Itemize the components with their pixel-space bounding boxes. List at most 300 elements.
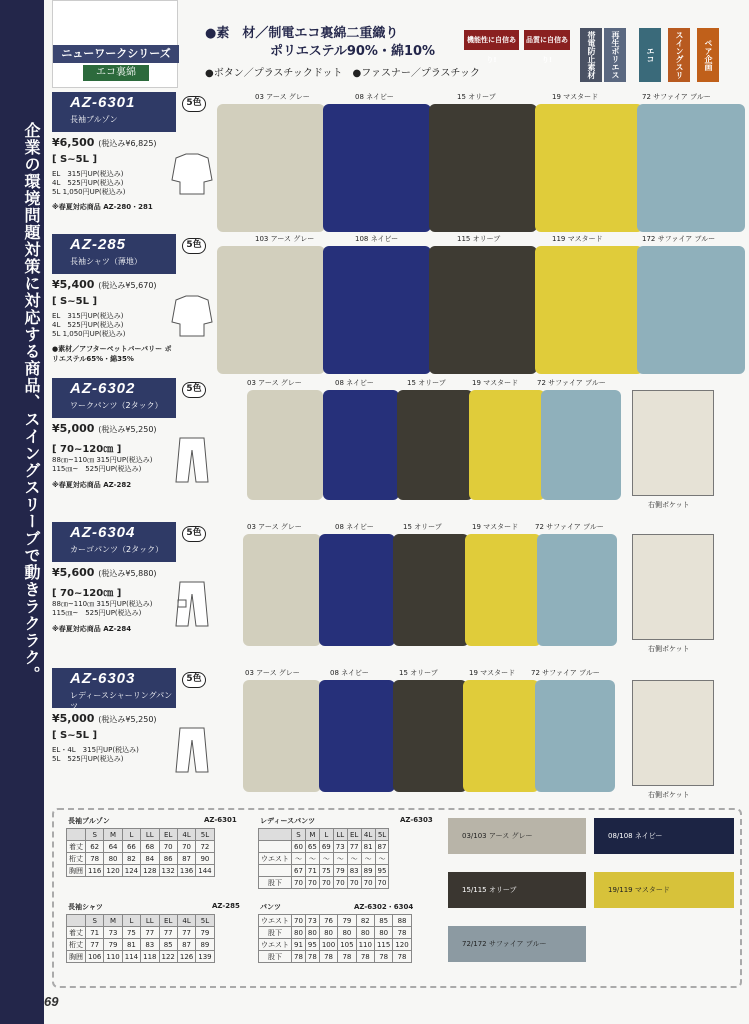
- table-cell: S: [292, 829, 306, 841]
- table-cell: 72: [196, 841, 214, 853]
- garment-earth-gray: [217, 246, 325, 374]
- table-cell: 着丈: [67, 927, 86, 939]
- table-cell: 73: [305, 915, 319, 927]
- table-cell: 95: [305, 939, 319, 951]
- color-label: 103 アース グレー: [255, 235, 315, 243]
- table-cell: 桁丈: [67, 939, 86, 951]
- product-code: AZ-6302: [70, 380, 136, 397]
- garment-olive: [429, 246, 537, 374]
- color-count-badge: 5色: [182, 382, 206, 398]
- fabric-composition: ポリエステル90%・綿10%: [270, 44, 436, 59]
- table-cell: 82: [122, 853, 140, 865]
- table-cell: 118: [141, 951, 159, 963]
- sidebar-text: 企業の環境問題対策に対応する商品、スイングスリーブで動きラクラク。: [22, 122, 41, 683]
- table-row: [259, 939, 412, 951]
- color-label: 08 ネイビー: [335, 379, 374, 387]
- color-label: 72 サファイア ブルー: [535, 523, 604, 531]
- garment-mustard: [463, 680, 539, 792]
- table-cell: 83: [141, 939, 159, 951]
- table-cell: 70: [292, 877, 306, 889]
- price-tax: (税込み¥5,250): [98, 715, 157, 724]
- pair-tag: ペア企画: [697, 28, 719, 82]
- table-cell: 70: [375, 877, 389, 889]
- table-cell: 78: [338, 951, 356, 963]
- table-cell: 80: [319, 927, 337, 939]
- surcharge-line: 4L 525円UP(税込み): [52, 321, 124, 329]
- color-label: 19 マスタード: [552, 93, 599, 101]
- table-cell: 71: [305, 865, 319, 877]
- size-range: [ S~5L ]: [52, 154, 98, 165]
- product-name: カーゴパンツ（2タック）: [70, 545, 164, 554]
- table-cell: 〜: [375, 853, 389, 865]
- price: [52, 712, 157, 725]
- table-cell: 78: [374, 951, 392, 963]
- table-cell: [67, 915, 86, 927]
- garment-earth-gray: [247, 390, 323, 500]
- table-row: [67, 939, 215, 951]
- table-cell: 88: [393, 915, 411, 927]
- garment-olive: [393, 534, 469, 646]
- garment-sapphire-blue: [537, 534, 617, 646]
- table-cell: 89: [196, 939, 214, 951]
- size-table-shirt: [66, 914, 215, 963]
- table-cell: 〜: [361, 853, 375, 865]
- color-label: 03 アース グレー: [247, 379, 302, 387]
- pocket-label: 右側ポケット: [648, 501, 690, 509]
- color-count-badge: 5色: [182, 672, 206, 688]
- series-subtitle: エコ裏綿: [83, 65, 149, 81]
- pocket-detail-photo: [632, 534, 714, 640]
- table-cell: 60: [292, 841, 306, 853]
- surcharge-list: [52, 312, 172, 339]
- table-cell: 79: [333, 865, 347, 877]
- table-cell: 胸囲: [67, 951, 86, 963]
- surcharge-line: 5L 1,050円UP(税込み): [52, 188, 126, 196]
- table-cell: 80: [356, 927, 374, 939]
- table-cell: M: [305, 829, 319, 841]
- table-cell: 110: [104, 951, 122, 963]
- table-cell: 80: [338, 927, 356, 939]
- product-code-bar: [52, 378, 176, 418]
- table-row: [259, 915, 412, 927]
- table-cell: 81: [361, 841, 375, 853]
- price-tax: (税込み¥6,825): [98, 139, 157, 148]
- table-cell: 116: [86, 865, 104, 877]
- table-cell: 139: [196, 951, 214, 963]
- product-name: レディースシャーリングパンツ: [70, 691, 173, 711]
- table-cell: 124: [122, 865, 140, 877]
- table-cell: 5L: [196, 829, 214, 841]
- surcharge-list: [52, 456, 172, 474]
- table-cell: 64: [104, 841, 122, 853]
- eco-tag: エコ: [639, 28, 661, 82]
- table-cell: 70: [361, 877, 375, 889]
- color-count-badge: 5色: [182, 96, 206, 112]
- table-cell: 桁丈: [67, 853, 86, 865]
- table-cell: 62: [86, 841, 104, 853]
- color-label: 72 サファイア ブルー: [642, 93, 711, 101]
- table-cell: EL: [159, 829, 177, 841]
- surcharge-line: 115㎝~ 525円UP(税込み): [52, 465, 142, 473]
- surcharge-list: [52, 170, 172, 197]
- table-code: AZ-6302・6304: [354, 903, 414, 911]
- color-label: 15 オリーブ: [457, 93, 496, 101]
- table-code: AZ-285: [212, 902, 240, 910]
- table-cell: 126: [177, 951, 195, 963]
- legend-olive: 15/115 オリーブ: [448, 872, 586, 908]
- table-cell: 95: [375, 865, 389, 877]
- pocket-detail-photo: [632, 680, 714, 786]
- table-cell: 78: [86, 853, 104, 865]
- product-az6302: [52, 378, 742, 514]
- legend-earth-gray: 03/103 アース グレー: [448, 818, 586, 854]
- table-cell: LL: [141, 915, 159, 927]
- table-cell: [259, 829, 292, 841]
- price-value: ¥5,400: [52, 278, 95, 291]
- table-cell: EL: [347, 829, 361, 841]
- table-cell: 91: [292, 939, 306, 951]
- quality-badge: 品質に自信あり!: [524, 30, 570, 50]
- surcharge-line: 5L 525円UP(税込み): [52, 755, 124, 763]
- garment-navy: [323, 246, 431, 374]
- product-code: AZ-6304: [70, 524, 136, 541]
- garment-sapphire-blue: [541, 390, 621, 500]
- color-label: 115 オリーブ: [457, 235, 501, 243]
- product-code: AZ-6303: [70, 670, 136, 687]
- color-label: 19 マスタード: [469, 669, 516, 677]
- product-note: ※春夏対応商品 AZ-282: [52, 481, 132, 489]
- product-az6304: [52, 522, 742, 660]
- fastener-line: ●ボタン／プラスチックドット ●ファスナー／プラスチック: [205, 68, 481, 79]
- pocket-label: 右側ポケット: [648, 791, 690, 799]
- product-code-bar: [52, 234, 176, 274]
- jacket-sketch: [170, 150, 214, 198]
- table-cell: 〜: [319, 853, 333, 865]
- table-cell: 106: [86, 951, 104, 963]
- sidebar-band: [0, 0, 44, 1024]
- table-cell: 80: [374, 927, 392, 939]
- surcharge-line: EL 315円UP(税込み): [52, 312, 124, 320]
- product-note: ※春夏対応商品 AZ-284: [52, 625, 132, 633]
- table-cell: 75: [319, 865, 333, 877]
- table-title: 長袖ブルゾン: [68, 817, 110, 825]
- table-row: [67, 865, 215, 877]
- table-cell: 80: [305, 927, 319, 939]
- price-value: ¥6,500: [52, 136, 95, 149]
- table-title: パンツ: [260, 903, 281, 911]
- table-cell: 77: [159, 927, 177, 939]
- product-code-bar: [52, 522, 176, 562]
- table-cell: 114: [122, 951, 140, 963]
- table-cell: M: [104, 915, 122, 927]
- table-cell: 69: [319, 841, 333, 853]
- size-range: [ S~5L ]: [52, 730, 98, 741]
- table-cell: S: [86, 915, 104, 927]
- price: [52, 278, 157, 291]
- surcharge-line: EL 315円UP(税込み): [52, 170, 124, 178]
- product-name: ワークパンツ（2タック）: [70, 401, 163, 410]
- color-label: 08 ネイビー: [330, 669, 369, 677]
- color-label: 03 アース グレー: [247, 523, 302, 531]
- table-cell: 78: [393, 927, 411, 939]
- table-cell: M: [104, 829, 122, 841]
- table-cell: 〜: [292, 853, 306, 865]
- color-count-badge: 5色: [182, 526, 206, 542]
- garment-navy: [319, 680, 395, 792]
- shirt-sketch: [170, 292, 214, 340]
- table-header-row: [259, 829, 389, 841]
- table-row: [67, 927, 215, 939]
- table-cell: 77: [141, 927, 159, 939]
- surcharge-list: [52, 746, 172, 764]
- table-cell: 120: [393, 939, 411, 951]
- series-block: [52, 0, 178, 88]
- material-line: ●素 材／制電エコ裏綿二重織り: [205, 26, 399, 41]
- garment-olive: [397, 390, 473, 500]
- surcharge-list: [52, 600, 172, 618]
- table-cell: 4L: [177, 915, 195, 927]
- price-tax: (税込み¥5,670): [98, 281, 157, 290]
- color-label: 15 オリーブ: [403, 523, 442, 531]
- table-cell: 128: [141, 865, 159, 877]
- table-code: AZ-6303: [400, 816, 433, 824]
- price-value: ¥5,600: [52, 566, 95, 579]
- table-cell: 66: [122, 841, 140, 853]
- garment-mustard: [535, 246, 643, 374]
- table-cell: LL: [333, 829, 347, 841]
- color-count-badge: 5色: [182, 238, 206, 254]
- table-row: [67, 853, 215, 865]
- legend-sapphire-blue: 72/172 サファイア ブルー: [448, 926, 586, 962]
- product-code: AZ-285: [70, 236, 127, 253]
- table-cell: 股下: [259, 951, 292, 963]
- table-cell: 132: [159, 865, 177, 877]
- table-cell: 122: [159, 951, 177, 963]
- table-cell: 83: [347, 865, 361, 877]
- table-cell: 68: [141, 841, 159, 853]
- table-cell: 78: [393, 951, 411, 963]
- page-number: 69: [44, 994, 59, 1009]
- size-table-blouson: [66, 828, 215, 877]
- table-cell: 79: [338, 915, 356, 927]
- table-cell: S: [86, 829, 104, 841]
- product-code-bar: [52, 668, 176, 711]
- table-cell: [259, 841, 292, 853]
- table-cell: 82: [356, 915, 374, 927]
- table-cell: ウエスト: [259, 939, 292, 951]
- garment-mustard: [469, 390, 545, 500]
- color-label: 119 マスタード: [552, 235, 603, 243]
- table-cell: 136: [177, 865, 195, 877]
- price-value: ¥5,000: [52, 712, 95, 725]
- product-az285: [52, 234, 742, 374]
- surcharge-line: 88㎝~110㎝ 315円UP(税込み): [52, 456, 153, 464]
- table-cell: 105: [338, 939, 356, 951]
- table-title: 長袖シャツ: [68, 903, 103, 911]
- size-range: [ S~5L ]: [52, 296, 98, 307]
- table-row: [259, 841, 389, 853]
- table-cell: 77: [177, 927, 195, 939]
- table-cell: ウエスト: [259, 853, 292, 865]
- table-row: [67, 951, 215, 963]
- ladies-pants-sketch: [170, 726, 214, 774]
- color-label: 08 ネイビー: [335, 523, 374, 531]
- garment-earth-gray: [243, 680, 321, 792]
- table-cell: 5L: [375, 829, 389, 841]
- table-cell: 80: [292, 927, 306, 939]
- price-tax: (税込み¥5,880): [98, 569, 157, 578]
- table-cell: 〜: [305, 853, 319, 865]
- table-cell: 78: [356, 951, 374, 963]
- size-table-ladies: [258, 828, 389, 889]
- table-cell: 81: [122, 939, 140, 951]
- price-value: ¥5,000: [52, 422, 95, 435]
- color-label: 15 オリーブ: [407, 379, 446, 387]
- table-row: [259, 853, 389, 865]
- color-label: 19 マスタード: [472, 379, 519, 387]
- price: [52, 566, 157, 579]
- table-header-row: [67, 829, 215, 841]
- garment-sapphire-blue: [637, 104, 745, 232]
- table-cell: 89: [361, 865, 375, 877]
- table-row: [67, 841, 215, 853]
- table-cell: L: [122, 829, 140, 841]
- table-cell: 73: [333, 841, 347, 853]
- table-cell: 87: [177, 939, 195, 951]
- table-cell: 股下: [259, 877, 292, 889]
- table-cell: 75: [122, 927, 140, 939]
- garment-sapphire-blue: [535, 680, 615, 792]
- table-cell: 87: [177, 853, 195, 865]
- garment-sapphire-blue: [637, 246, 745, 374]
- size-chart-panel: [52, 808, 742, 988]
- table-cell: 85: [374, 915, 392, 927]
- surcharge-line: EL・4L 315円UP(税込み): [52, 746, 139, 754]
- table-cell: 71: [86, 927, 104, 939]
- table-cell: 〜: [347, 853, 361, 865]
- cargo-pants-sketch: [170, 580, 214, 628]
- table-cell: 4L: [177, 829, 195, 841]
- table-cell: 73: [104, 927, 122, 939]
- garment-mustard: [465, 534, 541, 646]
- surcharge-line: 5L 1,050円UP(税込み): [52, 330, 126, 338]
- table-row: [259, 951, 412, 963]
- swing-sleeve-tag: スイングスリ: [668, 28, 690, 82]
- table-cell: 79: [104, 939, 122, 951]
- garment-mustard: [535, 104, 643, 232]
- product-az6303: [52, 668, 742, 804]
- table-cell: LL: [141, 829, 159, 841]
- table-row: [259, 927, 412, 939]
- table-cell: 100: [319, 939, 337, 951]
- table-cell: 87: [375, 841, 389, 853]
- garment-earth-gray: [243, 534, 321, 646]
- garment-navy: [323, 104, 431, 232]
- color-label: 03 アース グレー: [255, 93, 310, 101]
- table-cell: L: [319, 829, 333, 841]
- table-cell: 70: [159, 841, 177, 853]
- color-label: 19 マスタード: [472, 523, 519, 531]
- table-cell: 着丈: [67, 841, 86, 853]
- table-title: レディースパンツ: [260, 817, 316, 825]
- function-badge: 機能性に自信あり!: [464, 30, 519, 50]
- table-cell: EL: [159, 915, 177, 927]
- surcharge-line: 115㎝~ 525円UP(税込み): [52, 609, 142, 617]
- table-cell: 4L: [361, 829, 375, 841]
- table-cell: 5L: [196, 915, 214, 927]
- product-az6301: [52, 92, 742, 232]
- table-cell: 股下: [259, 927, 292, 939]
- table-cell: 77: [86, 939, 104, 951]
- table-row: [259, 865, 389, 877]
- series-name: ニューワークシリーズ: [53, 45, 179, 63]
- recycled-tag: 再生ポリエス: [604, 28, 626, 82]
- table-cell: 78: [305, 951, 319, 963]
- table-cell: 70: [305, 877, 319, 889]
- table-cell: 84: [141, 853, 159, 865]
- product-name: 長袖ブルゾン: [70, 115, 118, 124]
- table-cell: 70: [319, 877, 333, 889]
- color-label: 108 ネイビー: [355, 235, 399, 243]
- table-cell: 120: [104, 865, 122, 877]
- table-cell: 80: [104, 853, 122, 865]
- table-cell: 65: [305, 841, 319, 853]
- garment-navy: [323, 390, 399, 500]
- legend-navy: 08/108 ネイビー: [594, 818, 734, 854]
- antistatic-tag: 帯電防止素材: [580, 28, 602, 82]
- table-cell: 78: [292, 951, 306, 963]
- color-label: 72 サファイア ブルー: [537, 379, 606, 387]
- table-row: [259, 877, 389, 889]
- table-cell: 90: [196, 853, 214, 865]
- table-cell: 胸囲: [67, 865, 86, 877]
- table-cell: 70: [177, 841, 195, 853]
- table-cell: 70: [292, 915, 306, 927]
- product-note: ※春夏対応商品 AZ-280・281: [52, 203, 153, 211]
- color-label: 08 ネイビー: [355, 93, 394, 101]
- garment-earth-gray: [217, 104, 325, 232]
- table-cell: L: [122, 915, 140, 927]
- table-code: AZ-6301: [204, 816, 237, 824]
- table-cell: 〜: [333, 853, 347, 865]
- table-cell: 79: [196, 927, 214, 939]
- product-code-bar: [52, 92, 176, 132]
- color-label: 03 アース グレー: [245, 669, 300, 677]
- pants-sketch: [170, 436, 214, 484]
- garment-olive: [429, 104, 537, 232]
- size-table-pants: [258, 914, 412, 963]
- color-label: 172 サファイア ブルー: [642, 235, 716, 243]
- table-cell: 110: [356, 939, 374, 951]
- price-tax: (税込み¥5,250): [98, 425, 157, 434]
- pocket-label: 右側ポケット: [648, 645, 690, 653]
- table-cell: 76: [319, 915, 337, 927]
- table-cell: 86: [159, 853, 177, 865]
- color-label: 72 サファイア ブルー: [531, 669, 600, 677]
- product-code: AZ-6301: [70, 94, 136, 111]
- table-cell: 77: [347, 841, 361, 853]
- size-range: [ 70~120㎝ ]: [52, 588, 122, 599]
- size-range: [ 70~120㎝ ]: [52, 444, 122, 455]
- table-cell: [67, 829, 86, 841]
- table-cell: [259, 865, 292, 877]
- surcharge-line: 88㎝~110㎝ 315円UP(税込み): [52, 600, 153, 608]
- pocket-detail-photo: [632, 390, 714, 496]
- garment-navy: [319, 534, 395, 646]
- table-cell: 85: [159, 939, 177, 951]
- price: [52, 422, 157, 435]
- price: [52, 136, 157, 149]
